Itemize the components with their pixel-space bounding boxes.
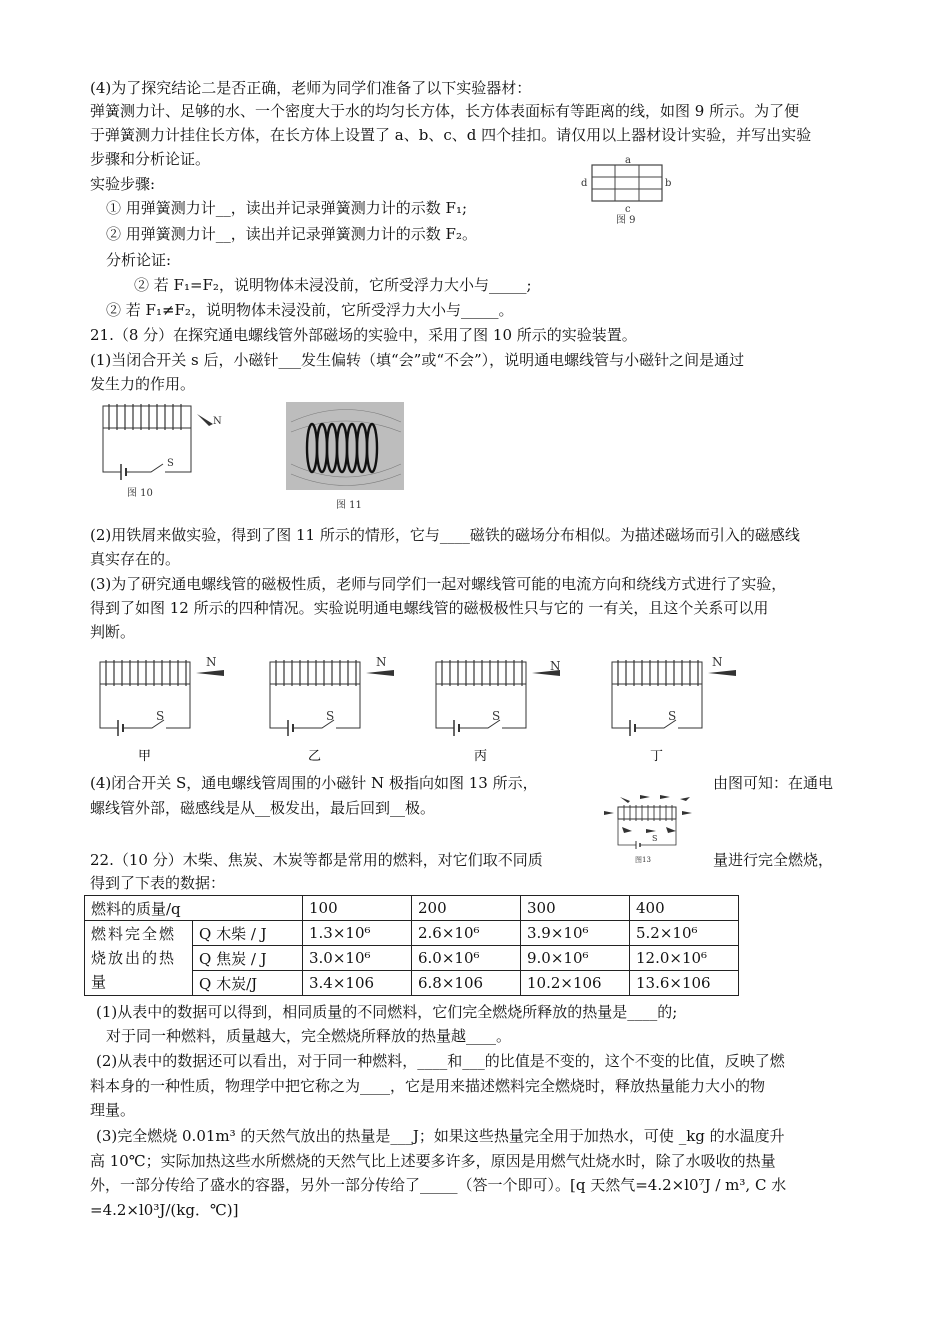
figure-9-block <box>578 155 678 227</box>
text-line: 外，一部分传给了盛水的容器，另外一部分传给了_____（答一个即可）。[q 天然气=4.2×l0⁷J / m³, C 水 <box>90 1176 787 1194</box>
table-cell: 6.0×10⁶ <box>412 946 521 971</box>
fuel-data-table <box>84 895 739 996</box>
case-yi <box>270 655 394 764</box>
text-line: (3)完全燃烧 0.01m³ 的天然气放出的热量是___J；如果这些热量完全用于加热水，可使 _kg 的水温度升 <box>96 1127 785 1145</box>
svg-text:N: N <box>550 659 561 673</box>
text-line: 得到了下表的数据： <box>90 874 226 892</box>
table-cell: Q 木柴 / J <box>193 921 303 946</box>
switch-label: S <box>167 458 174 469</box>
table-cell: 2.6×10⁶ <box>412 921 521 946</box>
text-line: 判断。 <box>90 623 136 641</box>
text-line: (1)从表中的数据可以得到，相同质量的不同燃料，它们完全燃烧所释放的热量是____的; <box>96 1003 678 1021</box>
text-line: 发生力的作用。 <box>90 375 196 393</box>
table-row <box>85 896 739 921</box>
figure-11-caption: 图 11 <box>336 500 362 511</box>
svg-text:S: S <box>668 709 677 723</box>
table-cell: 10.2×106 <box>521 971 630 996</box>
svg-text:甲: 甲 <box>138 749 152 764</box>
svg-text:乙: 乙 <box>308 749 322 764</box>
label-c: c <box>625 204 631 215</box>
svg-text:S: S <box>326 709 335 723</box>
text-line: 量进行完全燃烧， <box>713 851 834 869</box>
svg-text:丁: 丁 <box>650 749 664 764</box>
text-line: (4)闭合开关 S，通电螺线管周围的小磁针 N 极指向如图 13 所示， <box>90 774 538 792</box>
svg-text:S: S <box>156 709 165 723</box>
table-cell: 12.0×10⁶ <box>630 946 739 971</box>
text-line: (2)从表中的数据还可以看出，对于同一种燃料，____和___的比值是不变的，这个不变的比值，反映了燃 <box>96 1052 785 1070</box>
table-cell: 燃料的质量/q <box>85 896 303 921</box>
table-cell: Q 木炭/J <box>193 971 303 996</box>
figure-10-circuit <box>95 400 245 500</box>
step-2: ② 用弹簧测力计__，读出并记录弹簧测力计的示数 F₂。 <box>106 225 477 243</box>
table-cell: 5.2×10⁶ <box>630 921 739 946</box>
table-row <box>85 921 739 946</box>
table-cell: 300 <box>521 896 630 921</box>
case-jia <box>100 655 224 764</box>
table-cell: 6.8×106 <box>412 971 521 996</box>
table-cell: Q 焦炭 / J <box>193 946 303 971</box>
text-line: (4)为了探究结论二是否正确，老师为同学们准备了以下实验器材： <box>90 79 532 97</box>
analysis-1: ② 若 F₁=F₂，说明物体未浸没前，它所受浮力大小与_____; <box>134 276 532 294</box>
table-cell: 400 <box>630 896 739 921</box>
figure-13-needles <box>600 787 700 865</box>
table-cell: 200 <box>412 896 521 921</box>
svg-text:丙: 丙 <box>474 749 488 764</box>
steps-title: 实验步骤: <box>90 175 156 193</box>
table-cell: 1.3×10⁶ <box>303 921 412 946</box>
table-cell: 13.6×106 <box>630 971 739 996</box>
text-line: =4.2×l0³J/(kg．℃)] <box>90 1201 239 1219</box>
figure-12-four-cases <box>90 650 750 768</box>
q22-heading: 22.（10 分）木柴、焦炭、木炭等都是常用的燃料，对它们取不同质 <box>90 851 543 869</box>
text-line: 弹簧测力计、足够的水、一个密度大于水的均匀长方体，长方体表面标有等距离的线，如图 9 所示。为了便 <box>90 102 800 120</box>
svg-text:N: N <box>376 655 387 669</box>
table-cell: 燃料完全燃烧放出的热量 <box>85 921 193 996</box>
case-bing <box>436 659 561 764</box>
step-1: ① 用弹簧测力计__，读出并记录弹簧测力计的示数 F₁; <box>106 199 468 217</box>
needle-n-label: N <box>213 416 222 427</box>
table-cell: 3.0×10⁶ <box>303 946 412 971</box>
label-b: b <box>665 178 672 189</box>
svg-text:S: S <box>652 834 658 843</box>
analysis-2: ② 若 F₁≠F₂，说明物体未浸没前，它所受浮力大小与_____。 <box>106 301 514 319</box>
svg-text:N: N <box>206 655 217 669</box>
text-line: 螺线管外部，磁感线是从__极发出，最后回到__极。 <box>90 799 436 817</box>
text-line: (3)为了研究通电螺线管的磁极性质，老师与同学们一起对螺线管可能的电流方向和绕线方式进行了实验， <box>90 575 787 593</box>
text-line: 高 10℃；实际加热这些水所燃烧的天然气比上述要多许多，原因是用燃气灶烧水时，除了水吸收的热量 <box>90 1152 776 1170</box>
figure-10-caption: 图 10 <box>127 488 153 499</box>
text-line: 得到了如图 12 所示的四种情况。实验说明通电螺线管的磁极极性只与它的 一有关，且这个关系可以用 <box>90 599 769 617</box>
case-ding <box>612 655 736 764</box>
label-a: a <box>625 155 631 166</box>
text-line: 由图可知：在通电 <box>713 774 834 792</box>
table-cell: 100 <box>303 896 412 921</box>
figure-9-caption: 图 9 <box>616 215 636 226</box>
text-line: 理量。 <box>90 1101 136 1119</box>
text-line: 步骤和分析论证。 <box>90 150 211 168</box>
figure-11-iron-filings <box>286 402 406 512</box>
svg-text:S: S <box>492 709 501 723</box>
text-line: 真实存在的。 <box>90 550 181 568</box>
text-line: (1)当闭合开关 s 后，小磁针___发生偏转（填“会”或“不会”），说明通电螺线管与小磁针之间是通过 <box>90 351 745 369</box>
analysis-title: 分析论证: <box>106 251 172 269</box>
q21-heading: 21.（8 分）在探究通电螺线管外部磁场的实验中，采用了图 10 所示的实验装置。 <box>90 326 637 344</box>
text-line: 对于同一种燃料，质量越大，完全燃烧所释放的热量越____。 <box>106 1027 512 1045</box>
table-cell: 3.4×106 <box>303 971 412 996</box>
figure-13-caption: 图13 <box>635 856 651 864</box>
label-d: d <box>581 178 588 189</box>
table-cell: 9.0×10⁶ <box>521 946 630 971</box>
text-line: 于弹簧测力计挂住长方体，在长方体上设置了 a、b、c、d 四个挂扣。请仅用以上器材设计实验，并写出实验 <box>90 126 812 144</box>
text-line: (2)用铁屑来做实验，得到了图 11 所示的情形，它与____磁铁的磁场分布相似。为描述磁场而引入的磁感线 <box>90 526 800 544</box>
svg-text:N: N <box>712 655 723 669</box>
table-cell: 3.9×10⁶ <box>521 921 630 946</box>
text-line: 料本身的一种性质，物理学中把它称之为____，它是用来描述燃料完全燃烧时，释放热量能力大小的物 <box>90 1077 766 1095</box>
